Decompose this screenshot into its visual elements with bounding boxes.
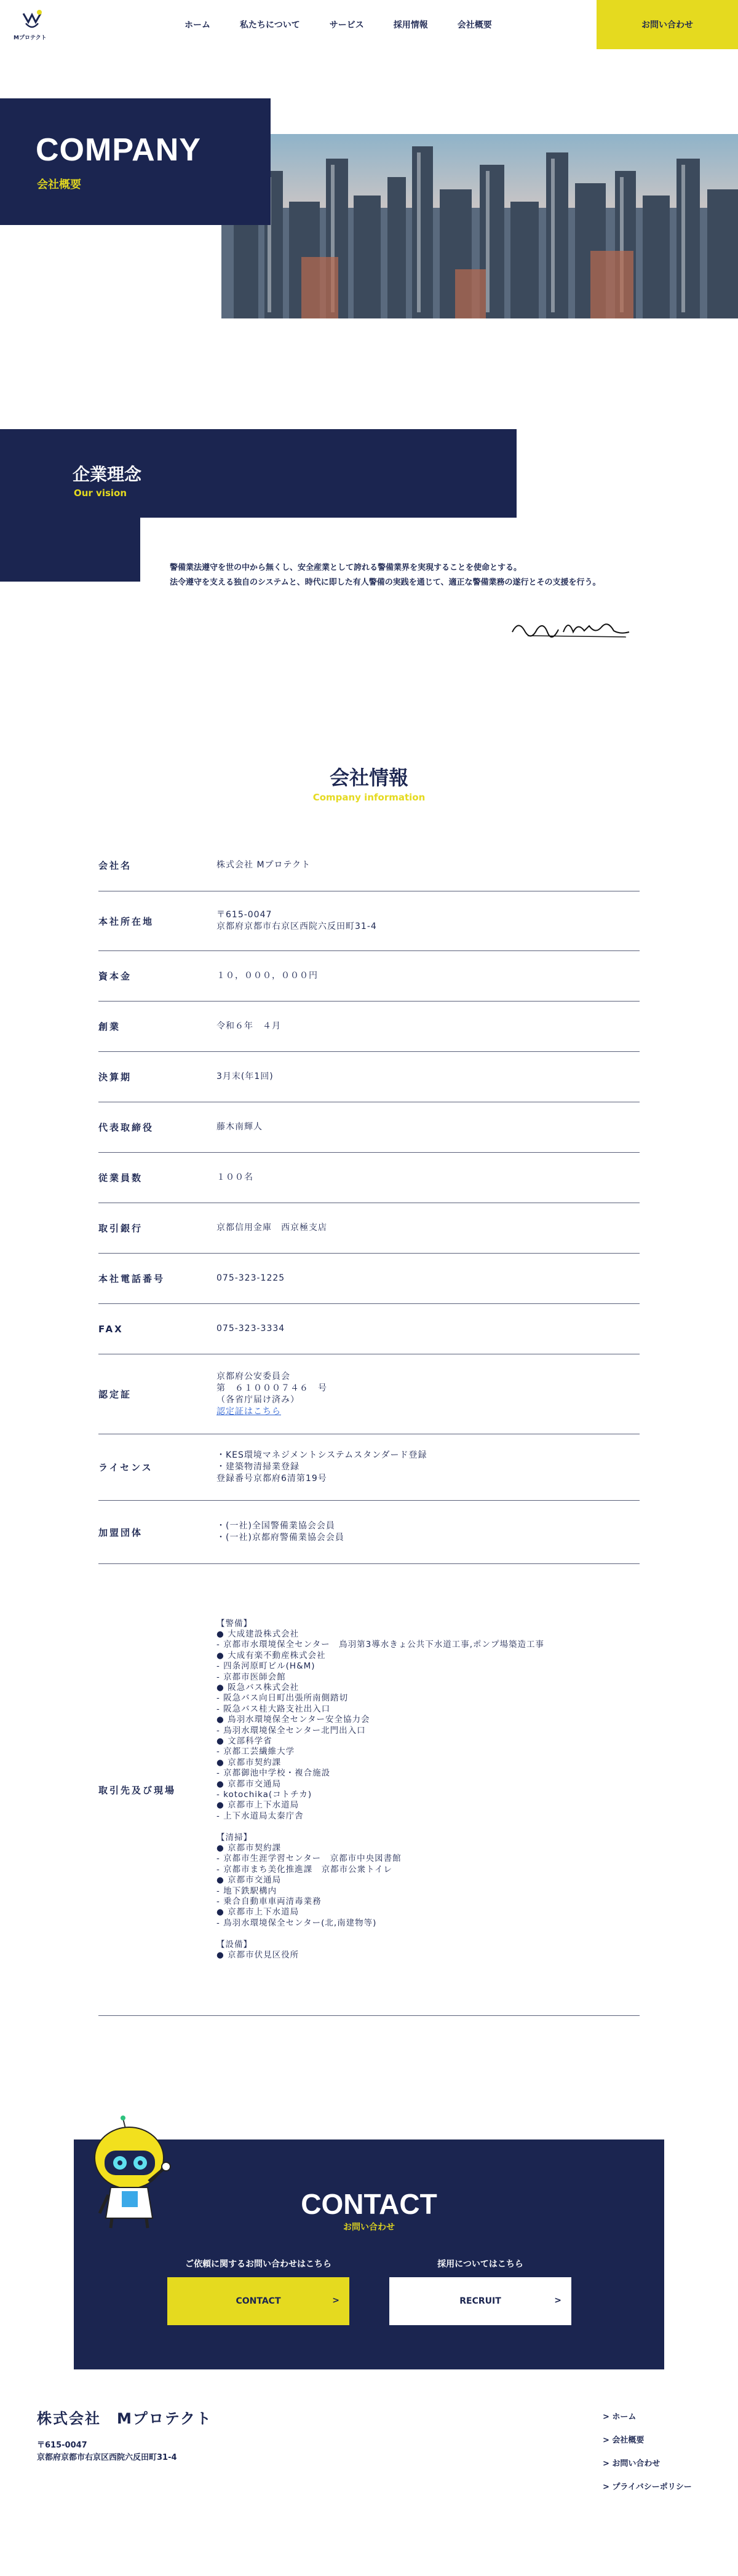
row-value: ・KES環境マネジメントシステムスタンダード登録 ・建築物清掃業登録 登録番号京都府6清第19号 (216, 1450, 427, 1484)
row-value: 京都信用金庫 西京極支店 (216, 1223, 327, 1233)
row-label: 創業 (98, 1021, 121, 1032)
footer-link-home[interactable]: > ホーム (603, 2412, 637, 2422)
row-value (216, 1359, 640, 1429)
vision-subtitle: Our vision (74, 488, 127, 499)
hero-title-box (0, 98, 271, 225)
arrow-right-icon: > (332, 2296, 339, 2305)
row-value: 藤木南輝人 (216, 1122, 263, 1132)
contact-title: CONTACT (301, 2188, 437, 2220)
table-row (98, 1304, 640, 1354)
footer-address: 京都府京都市右京区西院六反田町31-4 (37, 2453, 177, 2462)
contact-inquiry-label: ご依頼に関するお問い合わせはこちら (185, 2259, 331, 2269)
table-row (98, 1002, 640, 1052)
table-row (98, 1434, 640, 1501)
row-value: １０，０００，０００円 (216, 971, 318, 981)
row-value: ・(一社)全国警備業協会会員 ・(一社)京都府警備業協会会員 (216, 1521, 344, 1543)
logo-text: Mプロテクト (14, 35, 47, 41)
row-label: 決算期 (98, 1072, 132, 1083)
nav-recruit[interactable]: 採用情報 (393, 20, 428, 30)
company-info-title: 会社情報 (329, 766, 408, 789)
contact-cta-button[interactable]: お問い合わせ (597, 0, 738, 49)
row-value: 3月末(年1回) (216, 1072, 274, 1081)
logo-shield-icon (20, 9, 44, 32)
table-row (98, 1354, 640, 1434)
footer-link-privacy[interactable]: > プライバシーポリシー (603, 2483, 692, 2492)
site-logo[interactable] (14, 9, 57, 43)
nav-company[interactable]: 会社概要 (457, 20, 492, 30)
row-label: 資本金 (98, 971, 132, 982)
vision-line: 法令遵守を支える独自のシステムと、時代に即した有人警備の実践を通じて、適正な警備業務の遂行とその支援を行う。 (170, 578, 601, 587)
main-nav (184, 18, 522, 31)
table-row (98, 1254, 640, 1304)
page-title: COMPANY (36, 132, 201, 168)
footer-company-name: 株式会社 Mプロテクト (37, 2410, 212, 2427)
row-value: 075-323-1225 (216, 1273, 285, 1283)
vision-line: 警備業法遵守を世の中から無くし、安全産業として誇れる警備業界を実現することを使命とする。 (170, 563, 522, 572)
contact-subtitle: お問い合わせ (343, 2222, 395, 2232)
hero-city-image (221, 134, 738, 318)
row-value: 株式会社 Mプロテクト (216, 859, 311, 870)
nav-home[interactable]: ホーム (184, 20, 210, 30)
table-row (98, 1052, 640, 1102)
table-row (98, 839, 640, 891)
footer-nav (603, 2410, 692, 2503)
recruit-button[interactable] (389, 2277, 571, 2325)
footer-zip: 〒615-0047 (37, 2441, 87, 2450)
contact-button[interactable] (167, 2277, 349, 2325)
vision-title: 企業理念 (73, 464, 142, 484)
page-subtitle: 会社概要 (37, 178, 81, 191)
row-label: 本社電話番号 (98, 1273, 165, 1284)
row-value: 【警備】 ● 大成建設株式会社 - 京都市水環境保全センター 鳥羽第3導水きょ公共下水道工事,ポンプ場築造工事 ● 大成有楽不動産株式会社 - 四条河原町ビル(H&M) - 京都市医師会館 ● 阪急バス株式会社 - 阪急バス向日町出張所南側踏切 - 阪急バス桂大路支社出入口 ● 鳥羽水環境保全センター安全協力会 - 鳥羽水環境保全センター北門出入口 ● 文部科学省 - 京都工芸繊維大学 ● 京都市契約課 - 京都御池中学校・複合施設 ● 京都市交通局 - kotochika(コトチカ) ● 京都市上下水道局 - 上下水道局太秦庁舎 【清掃】 ● 京都市契約課 - 京都市生涯学習センター 京都市中央図書館 - 京都市まち美化推進課 京都市公衆トイレ ● 京都市交通局 - 地下鉄駅構内 - 乗合自動車車両清毒業務 ● 京都市上下水道局 - 鳥羽水環境保全センター(北,南建物等) 【設備】 ● 京都市伏見区役所 (216, 1618, 545, 1961)
company-info-subtitle: Company information (312, 792, 426, 803)
row-label: ライセンス (98, 1462, 153, 1473)
row-label: 加盟団体 (98, 1527, 143, 1538)
nav-about[interactable]: 私たちについて (240, 20, 300, 30)
vision-text (170, 561, 662, 590)
recruit-button-label: RECRUIT (459, 2296, 501, 2306)
arrow-right-icon: > (554, 2296, 561, 2305)
row-label: 認定証 (98, 1389, 132, 1400)
nav-services[interactable]: サービス (329, 20, 364, 30)
row-label: 取引先及び現場 (98, 1784, 177, 1796)
row-label: 本社所在地 (98, 915, 154, 927)
table-row (98, 891, 640, 951)
recruit-inquiry-label: 採用についてはこちら (437, 2259, 523, 2269)
table-row (98, 951, 640, 1002)
row-value: 〒615-0047 京都府京都市右京区西院六反田町31-4 (216, 910, 377, 931)
certification-text: 京都府公安委員会 第 ６１０００７４６ 号 （各省庁届け済み） (216, 1371, 327, 1405)
city-skyline-graphic (221, 134, 738, 318)
footer-link-contact[interactable]: > お問い合わせ (603, 2459, 661, 2468)
table-row (98, 1564, 640, 2016)
table-row (98, 1153, 640, 1203)
certificate-link[interactable]: 認定証はこちら (216, 1406, 281, 1416)
site-header (0, 0, 738, 49)
row-label: FAX (98, 1323, 124, 1335)
footer-link-company[interactable]: > 会社概要 (603, 2436, 645, 2445)
row-label: 従業員数 (98, 1172, 143, 1183)
contact-button-label: CONTACT (236, 2296, 281, 2306)
row-value: １００名 (216, 1172, 253, 1182)
table-row (98, 1102, 640, 1153)
company-info-table (98, 839, 640, 2016)
robot-mascot-icon (86, 2115, 184, 2232)
row-label: 代表取締役 (98, 1122, 154, 1133)
table-row (98, 1203, 640, 1254)
row-value: 075-323-3334 (216, 1324, 285, 1333)
vision-decor-block (0, 518, 140, 582)
row-label: 会社名 (98, 859, 132, 871)
row-value: 令和６年 ４月 (216, 1021, 281, 1031)
row-label: 取引銀行 (98, 1223, 143, 1234)
signature-image (509, 614, 632, 642)
table-row (98, 1501, 640, 1564)
vision-heading-band (0, 429, 517, 518)
